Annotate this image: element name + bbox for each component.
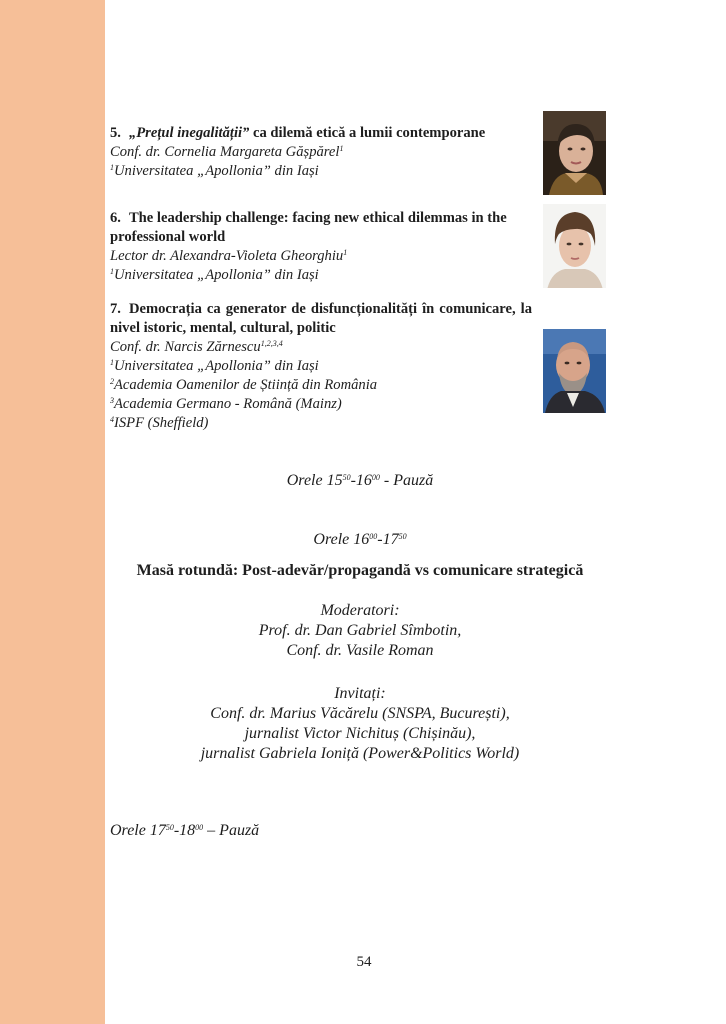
time-start-sup: 00 — [369, 532, 378, 541]
author-sup: 1,2,3,4 — [260, 339, 283, 348]
author-sup: 1 — [339, 144, 344, 153]
affiliation-text: ISPF (Sheffield) — [114, 415, 209, 431]
entry-7-affiliation-3 — [110, 395, 532, 414]
time-end-sup: 50 — [398, 532, 407, 541]
guest-name: jurnalist Victor Nichituș (Chișinău), — [244, 725, 476, 742]
moderators-heading: Moderatori: — [320, 602, 400, 619]
time-end-sup: 00 — [195, 823, 204, 832]
entry-6-affiliation-1 — [110, 266, 532, 285]
guest-name: Conf. dr. Marius Văcărelu (SNSPA, București), — [210, 705, 510, 722]
entry-5-author — [110, 143, 532, 162]
entry-7-affiliation-4 — [110, 414, 532, 433]
moderators-block — [110, 601, 610, 661]
entry-5-title — [110, 124, 532, 143]
moderator-name: Conf. dr. Vasile Roman — [286, 642, 434, 659]
entry-6 — [110, 209, 532, 285]
entry-6-number: 6. — [110, 210, 121, 226]
time-start: Orele 17 — [110, 822, 166, 839]
affiliation-text: Universitatea „Apollonia” din Iași — [114, 358, 319, 374]
entry-7 — [110, 300, 532, 433]
entry-6-title-text: The leadership challenge: facing new ethical dilemmas in the professional world — [110, 210, 507, 245]
guest-name: jurnalist Gabriela Ioniță (Power&Politics World) — [200, 745, 520, 762]
author-name: Lector dr. Alexandra-Violeta Gheorghiu — [110, 248, 344, 264]
break-label: - Pauză — [379, 472, 434, 489]
affiliation-sup: 1 — [110, 267, 114, 276]
entry-5-title-rest: ca dilemă etică a lumii contemporane — [249, 125, 486, 141]
time-end-sup: 00 — [371, 473, 380, 482]
entry-6-title — [110, 209, 532, 247]
speaker-photo-zarnescu — [543, 329, 606, 413]
time-start: Orele 15 — [286, 472, 343, 489]
break-label: – Pauză — [203, 822, 260, 839]
entry-7-affiliation-1 — [110, 357, 532, 376]
author-name: Conf. dr. Cornelia Margareta Gășpărel — [110, 144, 340, 160]
session-time — [110, 530, 610, 550]
entry-7-title-text: Democrația ca generator de disfuncționalități în comunicare, la nivel istoric, mental, cultural, politic — [110, 301, 532, 336]
affiliation-text: Academia Oamenilor de Știință din România — [114, 377, 378, 393]
affiliation-text: Universitatea „Apollonia” din Iași — [114, 163, 319, 179]
guests-heading: Invitați: — [334, 685, 386, 702]
entry-7-affiliation-2 — [110, 376, 532, 395]
affiliation-text: Universitatea „Apollonia” din Iași — [114, 267, 319, 283]
affiliation-sup: 4 — [110, 415, 114, 424]
time-start: Orele 16 — [313, 531, 370, 548]
break-2-time — [110, 821, 259, 841]
time-end: -16 — [350, 472, 372, 489]
author-sup: 1 — [343, 248, 348, 257]
round-table-title: Masă rotundă: Post-adevăr/propagandă vs comunicare strategică — [136, 562, 584, 579]
entry-6-author — [110, 247, 532, 266]
speaker-photo-gheorghiu — [543, 204, 606, 288]
affiliation-sup: 1 — [110, 358, 114, 367]
moderator-name: Prof. dr. Dan Gabriel Sîmbotin, — [258, 622, 462, 639]
page-margin-band — [0, 0, 105, 1024]
speaker-photo-gasparel — [543, 111, 606, 195]
entry-5 — [110, 124, 532, 181]
affiliation-text: Academia Germano - Română (Mainz) — [114, 396, 342, 412]
entry-7-title — [110, 300, 532, 338]
entry-7-number: 7. — [110, 301, 121, 317]
affiliation-sup: 1 — [110, 163, 114, 172]
entry-5-affiliation-1 — [110, 162, 532, 181]
guests-block — [110, 684, 610, 764]
entry-5-number: 5. — [110, 125, 121, 141]
time-start-sup: 50 — [342, 473, 351, 482]
page-number: 54 — [356, 954, 372, 970]
time-end: -18 — [173, 822, 196, 839]
affiliation-sup: 3 — [110, 396, 114, 405]
break-1-time — [110, 471, 610, 491]
author-name: Conf. dr. Narcis Zărnescu — [110, 339, 261, 355]
time-end: -17 — [377, 531, 399, 548]
entry-5-title-quote: „Prețul inegalității” — [128, 125, 250, 141]
time-start-sup: 50 — [165, 823, 174, 832]
entry-7-author — [110, 338, 532, 357]
affiliation-sup: 2 — [110, 377, 114, 386]
